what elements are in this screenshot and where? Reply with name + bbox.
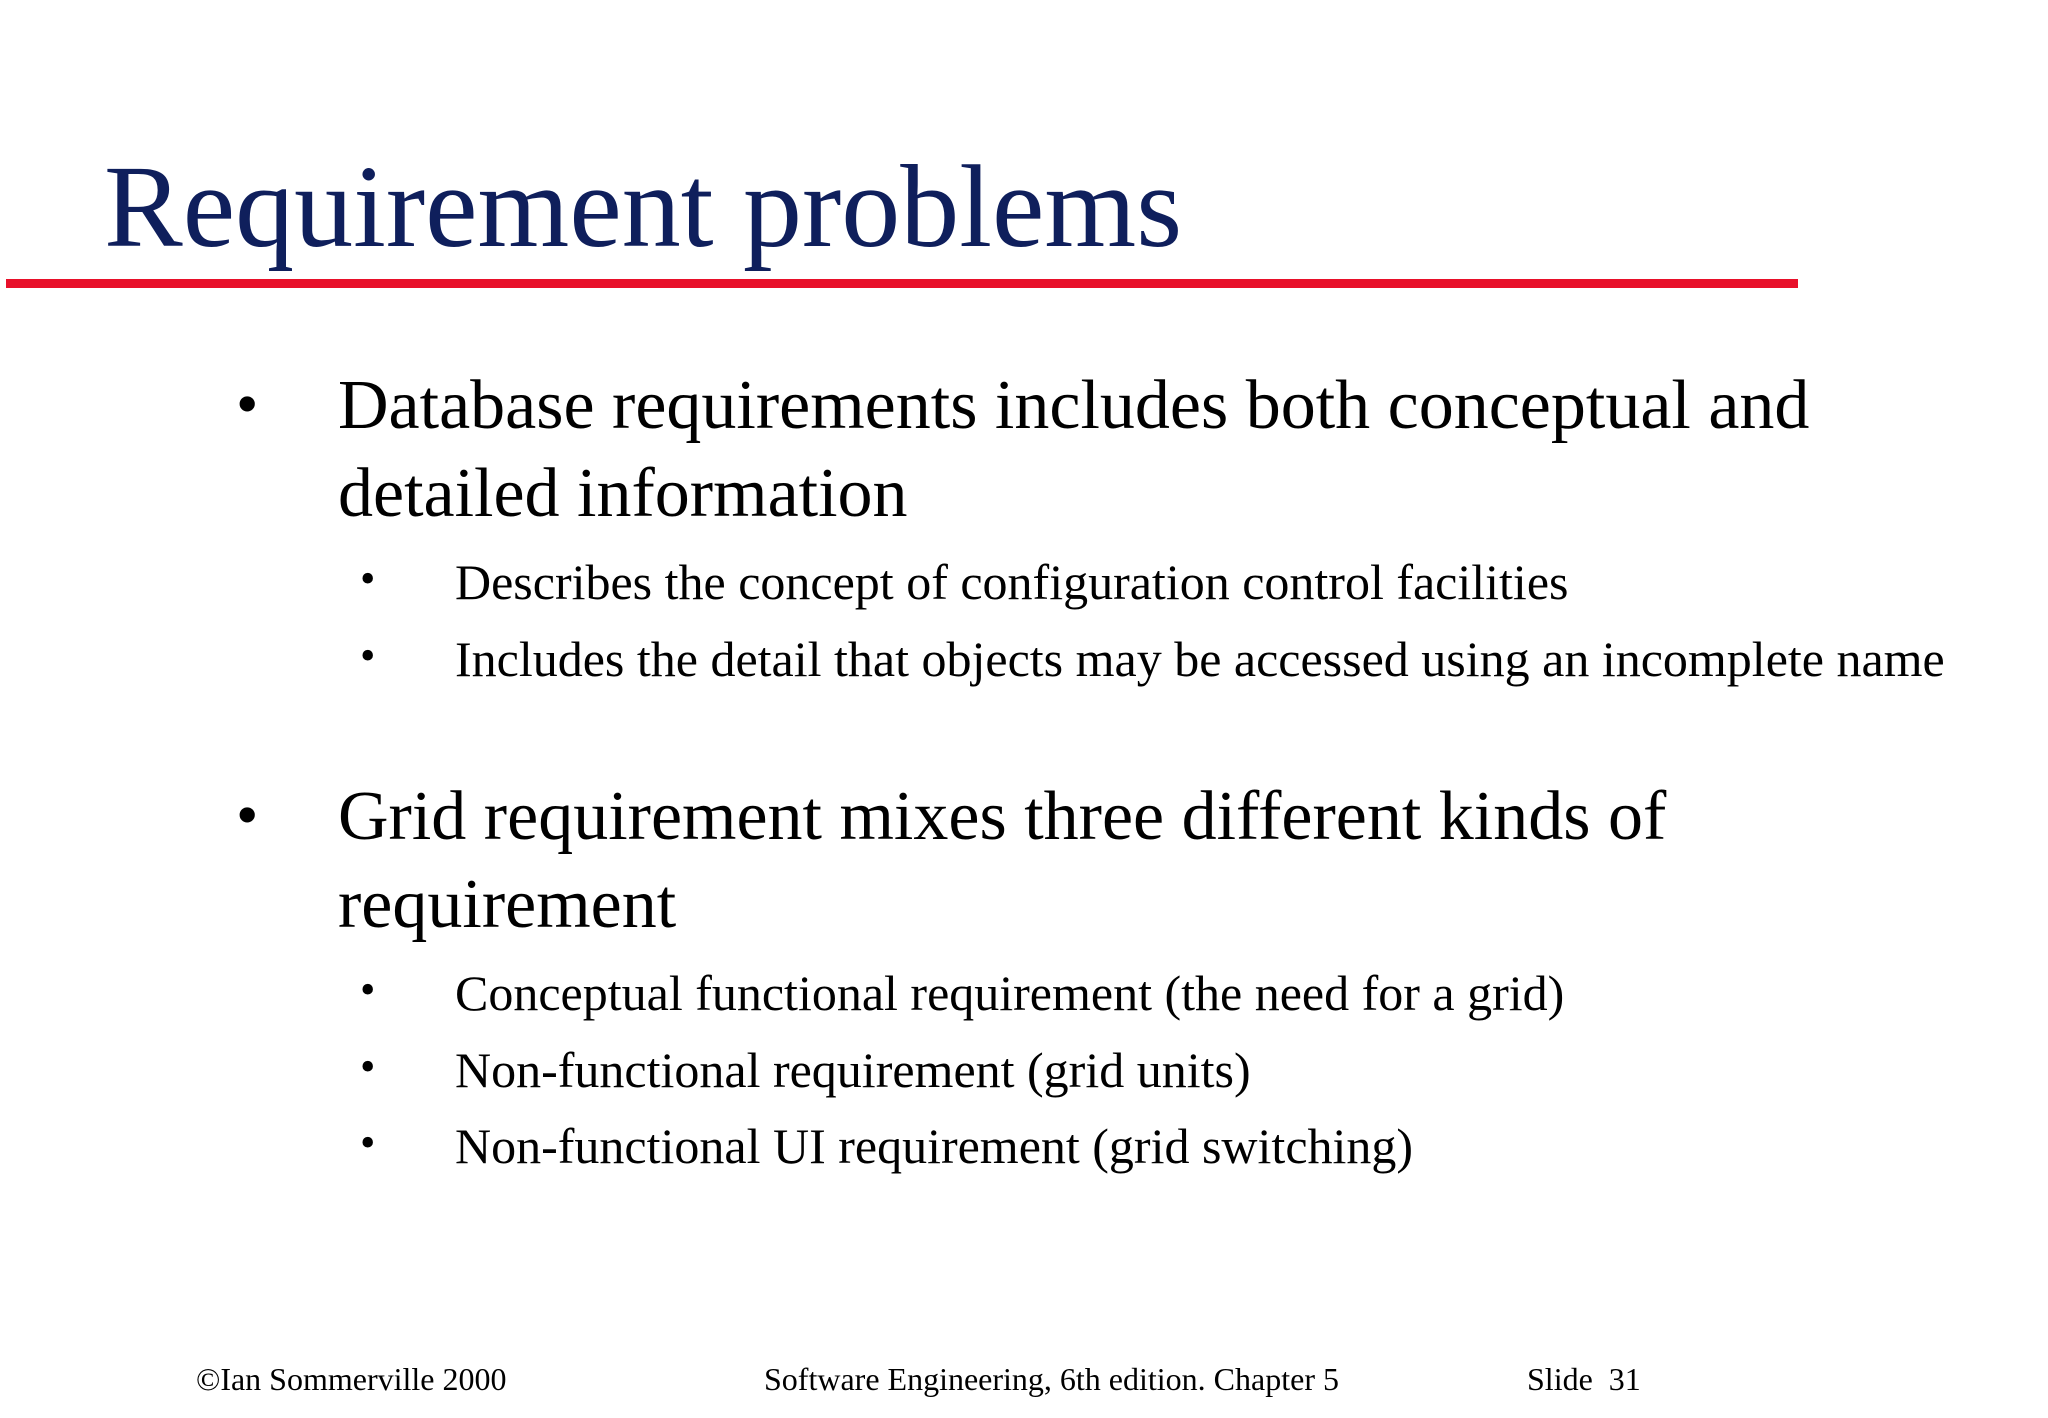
bullet-icon: • (236, 779, 259, 850)
sub-bullet-text: Non-functional UI requirement (grid switching) (455, 1118, 1414, 1174)
sub-bullet-icon: • (360, 965, 376, 1014)
sub-bullet-text: Includes the detail that objects may be accessed using an incomplete name (455, 631, 1945, 687)
sub-bullet-icon: • (360, 554, 376, 603)
footer-copyright: ©Ian Sommerville 2000 (196, 1361, 507, 1397)
sub-bullet-text: Non-functional requirement (grid units) (455, 1042, 1251, 1098)
sub-bullet-text: Conceptual functional requirement (the need for a grid) (455, 965, 1565, 1021)
bullet-icon: • (236, 368, 259, 439)
sub-bullet-text: Describes the concept of configuration control facilities (455, 554, 1569, 610)
footer-book-title: Software Engineering, 6th edition. Chapter 5 (764, 1361, 1339, 1397)
slide-title: Requirement problems (104, 141, 1183, 272)
sub-bullet-icon: • (360, 631, 376, 680)
title-underline-rule (6, 279, 1798, 288)
footer-slide-number: Slide 31 (1527, 1361, 1641, 1397)
sub-bullet-icon: • (360, 1118, 376, 1167)
sub-bullet-icon: • (360, 1042, 376, 1091)
bullet-text-database: Database requirements includes both conceptual and detailed information (338, 367, 1810, 532)
bullet-text-grid: Grid requirement mixes three different kinds of requirement (338, 778, 1667, 943)
